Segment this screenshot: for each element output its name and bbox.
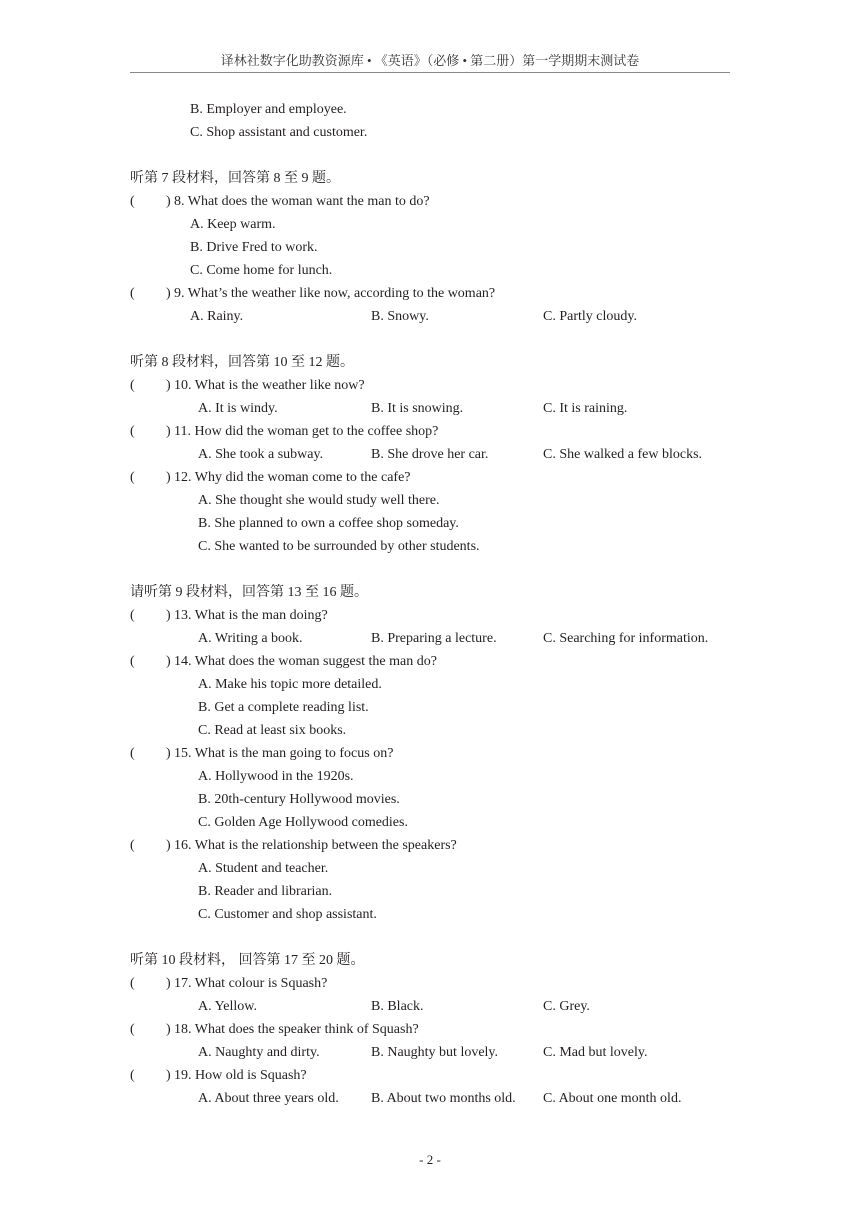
option-item: [130, 673, 730, 696]
option-item: [130, 765, 730, 788]
page-header: 译林社数字化助教资源库 • 《英语》（必修 • 第二册）第一学期期末测试卷: [130, 50, 730, 73]
answer-blank-close: ): [166, 378, 171, 393]
option-text: A. Make his topic more detailed.: [198, 677, 382, 692]
question-row: [130, 1018, 730, 1041]
options-row: [130, 995, 730, 1018]
question-row: [130, 604, 730, 627]
options-row: [130, 443, 730, 466]
option-text: A. Yellow.: [198, 999, 257, 1014]
answer-blank-close: ): [166, 194, 171, 209]
question-text: 13. What is the man doing?: [174, 608, 328, 623]
option-text: B. She planned to own a coffee shop someday.: [198, 516, 459, 531]
section-title: 听第 8 段材料，回答第 10 至 12 题。: [130, 355, 354, 370]
option-item: [130, 535, 730, 558]
answer-blank-close: ): [166, 286, 171, 301]
option-text: C. Read at least six books.: [198, 723, 347, 738]
answer-blank-close: ): [166, 470, 171, 485]
section-title: 听第 10 段材料， 回答第 17 至 20 题。: [130, 953, 365, 968]
option-text: B. 20th-century Hollywood movies.: [198, 792, 400, 807]
section-gap: [130, 926, 730, 949]
question-row: [130, 834, 730, 857]
answer-blank-close: ): [166, 1022, 171, 1037]
answer-blank-open: (: [130, 378, 135, 393]
question-text: 8. What does the woman want the man to do?: [174, 194, 430, 209]
option-text: C. It is raining.: [543, 401, 628, 416]
answer-blank-open: (: [130, 424, 135, 439]
question-row: [130, 650, 730, 673]
question-row: [130, 190, 730, 213]
question-text: 11. How did the woman get to the coffee shop?: [174, 424, 439, 439]
option-text: A. Naughty and dirty.: [198, 1045, 320, 1060]
answer-blank-close: ): [166, 976, 171, 991]
option-item: [130, 121, 730, 144]
answer-blank-open: (: [130, 470, 135, 485]
option-text: B. Preparing a lecture.: [371, 631, 497, 646]
answer-blank-open: (: [130, 654, 135, 669]
question-row: [130, 282, 730, 305]
answer-blank-open: (: [130, 976, 135, 991]
option-text: B. Drive Fred to work.: [190, 240, 318, 255]
options-row: [130, 397, 730, 420]
question-row: [130, 420, 730, 443]
answer-blank-close: ): [166, 424, 171, 439]
option-text: A. About three years old.: [198, 1091, 339, 1106]
question-text: 12. Why did the woman come to the cafe?: [174, 470, 411, 485]
answer-blank-open: (: [130, 286, 135, 301]
option-text: B. She drove her car.: [371, 447, 489, 462]
option-item: [130, 236, 730, 259]
option-text: A. Student and teacher.: [198, 861, 329, 876]
option-item: [130, 489, 730, 512]
option-text: B. Employer and employee.: [190, 102, 347, 117]
option-item: [130, 880, 730, 903]
exam-content: [130, 98, 730, 1110]
answer-blank-open: (: [130, 1022, 135, 1037]
question-row: [130, 1064, 730, 1087]
section-gap: [130, 558, 730, 581]
section-gap: [130, 144, 730, 167]
answer-blank-open: (: [130, 608, 135, 623]
answer-blank-open: (: [130, 1068, 135, 1083]
question-text: 10. What is the weather like now?: [174, 378, 365, 393]
question-row: [130, 466, 730, 489]
option-item: [130, 512, 730, 535]
question-text: 14. What does the woman suggest the man do?: [174, 654, 437, 669]
option-text: A. Keep warm.: [190, 217, 276, 232]
question-text: 16. What is the relationship between the speakers?: [174, 838, 457, 853]
option-text: B. Get a complete reading list.: [198, 700, 369, 715]
option-text: B. Naughty but lovely.: [371, 1045, 499, 1060]
option-item: [130, 903, 730, 926]
option-text: B. It is snowing.: [371, 401, 464, 416]
option-text: C. Grey.: [543, 999, 590, 1014]
option-item: [130, 696, 730, 719]
answer-blank-open: (: [130, 838, 135, 853]
answer-blank-open: (: [130, 194, 135, 209]
option-text: C. Searching for information.: [543, 631, 709, 646]
option-text: A. Rainy.: [190, 309, 244, 324]
options-row: [130, 305, 730, 328]
answer-blank-close: ): [166, 1068, 171, 1083]
option-item: [130, 857, 730, 880]
option-item: [130, 98, 730, 121]
options-row: [130, 627, 730, 650]
option-text: C. Customer and shop assistant.: [198, 907, 377, 922]
answer-blank-open: (: [130, 746, 135, 761]
option-text: C. Partly cloudy.: [543, 309, 637, 324]
question-row: [130, 972, 730, 995]
question-text: 19. How old is Squash?: [174, 1068, 307, 1083]
answer-blank-close: ): [166, 654, 171, 669]
options-row: [130, 1041, 730, 1064]
option-item: [130, 719, 730, 742]
answer-blank-close: ): [166, 838, 171, 853]
option-text: B. Black.: [371, 999, 424, 1014]
section-title: 听第 7 段材料，回答第 8 至 9 题。: [130, 171, 340, 186]
option-text: A. She thought she would study well there.: [198, 493, 440, 508]
option-text: B. Snowy.: [371, 309, 429, 324]
question-text: 15. What is the man going to focus on?: [174, 746, 394, 761]
option-text: C. About one month old.: [543, 1091, 682, 1106]
option-item: [130, 788, 730, 811]
question-text: 18. What does the speaker think of Squash?: [174, 1022, 419, 1037]
option-text: A. Hollywood in the 1920s.: [198, 769, 354, 784]
option-text: A. She took a subway.: [198, 447, 324, 462]
option-text: C. She wanted to be surrounded by other students.: [198, 539, 480, 554]
page-number: - 2 -: [419, 1152, 441, 1167]
question-text: 9. What’s the weather like now, according to the woman?: [174, 286, 496, 301]
question-row: [130, 374, 730, 397]
answer-blank-close: ): [166, 746, 171, 761]
option-text: C. She walked a few blocks.: [543, 447, 703, 462]
question-row: [130, 742, 730, 765]
option-text: C. Come home for lunch.: [190, 263, 333, 278]
option-text: C. Mad but lovely.: [543, 1045, 648, 1060]
option-text: A. It is windy.: [198, 401, 278, 416]
section-gap: [130, 328, 730, 351]
option-item: [130, 811, 730, 834]
answer-blank-close: ): [166, 608, 171, 623]
option-item: [130, 259, 730, 282]
section-title: 请听第 9 段材料，回答第 13 至 16 题。: [130, 585, 368, 600]
question-text: 17. What colour is Squash?: [174, 976, 328, 991]
option-text: B. About two months old.: [371, 1091, 516, 1106]
option-text: A. Writing a book.: [198, 631, 303, 646]
option-text: B. Reader and librarian.: [198, 884, 333, 899]
option-text: C. Shop assistant and customer.: [190, 125, 368, 140]
option-text: C. Golden Age Hollywood comedies.: [198, 815, 408, 830]
options-row: [130, 1087, 730, 1110]
option-item: [130, 213, 730, 236]
